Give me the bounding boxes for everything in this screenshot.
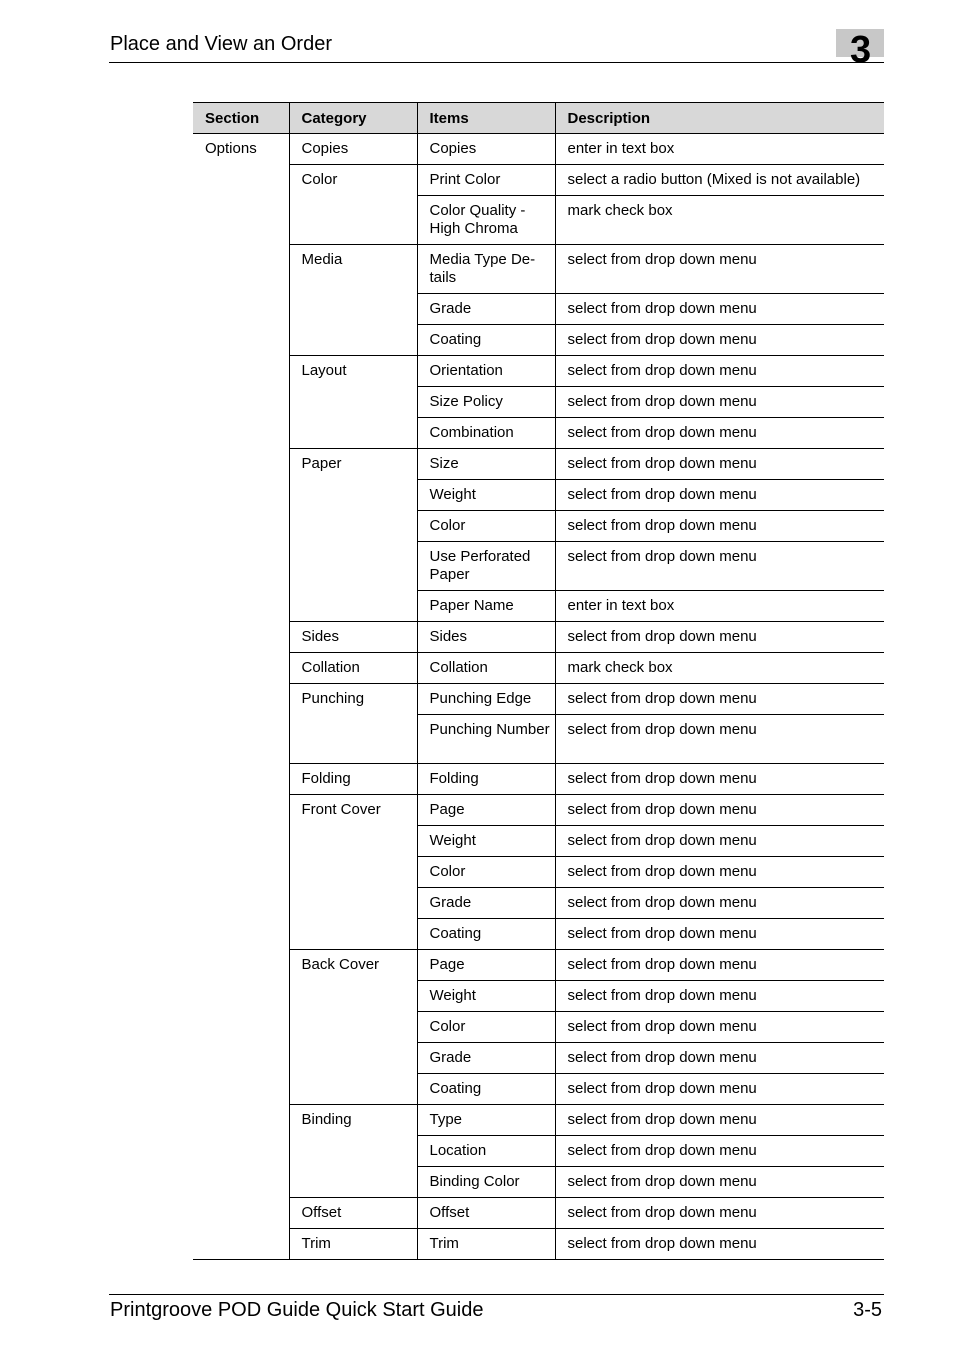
item-cell: Weight	[417, 826, 555, 857]
table-row	[193, 950, 884, 981]
item-cell: Size Policy	[417, 387, 555, 418]
item-cell: Color Quality - High Chroma	[417, 196, 555, 245]
item-cell: Print Color	[417, 165, 555, 196]
column-header-items: Items	[417, 103, 555, 134]
description-cell: select from drop down menu	[555, 981, 884, 1012]
table-row	[193, 165, 884, 196]
category-cell: Media	[289, 245, 417, 356]
description-cell: select from drop down menu	[555, 1105, 884, 1136]
category-cell: Front Cover	[289, 795, 417, 950]
item-cell: Combination	[417, 418, 555, 449]
item-cell: Orientation	[417, 356, 555, 387]
description-cell: select from drop down menu	[555, 294, 884, 325]
description-cell: select from drop down menu	[555, 1012, 884, 1043]
item-cell: Weight	[417, 981, 555, 1012]
item-cell: Color	[417, 511, 555, 542]
category-cell: Layout	[289, 356, 417, 449]
page-number: 3-5	[853, 1299, 882, 1321]
description-cell: select from drop down menu	[555, 511, 884, 542]
description-cell: select from drop down menu	[555, 1198, 884, 1229]
table-row	[193, 622, 884, 653]
item-cell: Offset	[417, 1198, 555, 1229]
description-cell: select from drop down menu	[555, 888, 884, 919]
table-row	[193, 134, 884, 165]
chapter-number: 3	[850, 29, 872, 71]
item-cell: Location	[417, 1136, 555, 1167]
table-row	[193, 764, 884, 795]
item-cell: Media Type De-​tails	[417, 245, 555, 294]
description-cell: select from drop down menu	[555, 622, 884, 653]
description-cell: select from drop down menu	[555, 684, 884, 715]
description-cell: select from drop down menu	[555, 1229, 884, 1260]
item-cell: Trim	[417, 1229, 555, 1260]
item-cell: Punching Edge	[417, 684, 555, 715]
table-row	[193, 356, 884, 387]
item-cell: Coating	[417, 325, 555, 356]
footer-title: Printgroove POD Guide Quick Start Guide	[110, 1299, 484, 1321]
category-cell: Sides	[289, 622, 417, 653]
footer-rule	[109, 1294, 884, 1295]
header-rule	[109, 62, 884, 63]
description-cell: enter in text box	[555, 134, 884, 165]
description-cell: select from drop down menu	[555, 418, 884, 449]
item-cell: Collation	[417, 653, 555, 684]
column-header-section: Section	[193, 103, 289, 134]
item-cell: Binding Color	[417, 1167, 555, 1198]
item-cell: Color	[417, 1012, 555, 1043]
item-cell: Grade	[417, 294, 555, 325]
category-cell: Collation	[289, 653, 417, 684]
item-cell: Color	[417, 857, 555, 888]
table-body	[193, 134, 884, 1260]
table-row	[193, 653, 884, 684]
category-cell: Punching	[289, 684, 417, 764]
table-row	[193, 1198, 884, 1229]
item-cell: Punching Number	[417, 715, 555, 764]
description-cell: select from drop down menu	[555, 826, 884, 857]
item-cell: Use Perforated Paper	[417, 542, 555, 591]
category-cell: Color	[289, 165, 417, 245]
item-cell: Weight	[417, 480, 555, 511]
description-cell: select from drop down menu	[555, 950, 884, 981]
item-cell: Grade	[417, 1043, 555, 1074]
item-cell: Page	[417, 795, 555, 826]
description-cell: select from drop down menu	[555, 857, 884, 888]
column-header-description: Description	[555, 103, 884, 134]
category-cell: Folding	[289, 764, 417, 795]
description-cell: mark check box	[555, 653, 884, 684]
description-cell: select from drop down menu	[555, 795, 884, 826]
description-cell: select from drop down menu	[555, 1136, 884, 1167]
item-cell: Page	[417, 950, 555, 981]
description-cell: select from drop down menu	[555, 1167, 884, 1198]
description-cell: mark check box	[555, 196, 884, 245]
description-cell: select from drop down menu	[555, 245, 884, 294]
table-row	[193, 795, 884, 826]
category-cell: Trim	[289, 1229, 417, 1260]
table-row	[193, 449, 884, 480]
category-cell: Paper	[289, 449, 417, 622]
table-row	[193, 1105, 884, 1136]
item-cell: Copies	[417, 134, 555, 165]
table-row	[193, 684, 884, 715]
page-header-title: Place and View an Order	[110, 33, 332, 55]
description-cell: select from drop down menu	[555, 542, 884, 591]
item-cell: Size	[417, 449, 555, 480]
description-cell: select a radio button (Mixed is not available)	[555, 165, 884, 196]
category-cell: Binding	[289, 1105, 417, 1198]
column-header-category: Category	[289, 103, 417, 134]
table-row	[193, 245, 884, 294]
section-cell: Options	[193, 134, 289, 1260]
table-row	[193, 1229, 884, 1260]
options-table	[193, 102, 884, 1260]
description-cell: select from drop down menu	[555, 480, 884, 511]
item-cell: Sides	[417, 622, 555, 653]
table-header-row	[193, 103, 884, 134]
category-cell: Offset	[289, 1198, 417, 1229]
description-cell: select from drop down menu	[555, 764, 884, 795]
description-cell: select from drop down menu	[555, 1074, 884, 1105]
category-cell: Copies	[289, 134, 417, 165]
description-cell: select from drop down menu	[555, 356, 884, 387]
description-cell: select from drop down menu	[555, 387, 884, 418]
item-cell: Coating	[417, 919, 555, 950]
description-cell: enter in text box	[555, 591, 884, 622]
item-cell: Type	[417, 1105, 555, 1136]
item-cell: Folding	[417, 764, 555, 795]
item-cell: Grade	[417, 888, 555, 919]
description-cell: select from drop down menu	[555, 919, 884, 950]
item-cell: Paper Name	[417, 591, 555, 622]
category-cell: Back Cover	[289, 950, 417, 1105]
description-cell: select from drop down menu	[555, 715, 884, 764]
description-cell: select from drop down menu	[555, 1043, 884, 1074]
description-cell: select from drop down menu	[555, 325, 884, 356]
description-cell: select from drop down menu	[555, 449, 884, 480]
item-cell: Coating	[417, 1074, 555, 1105]
